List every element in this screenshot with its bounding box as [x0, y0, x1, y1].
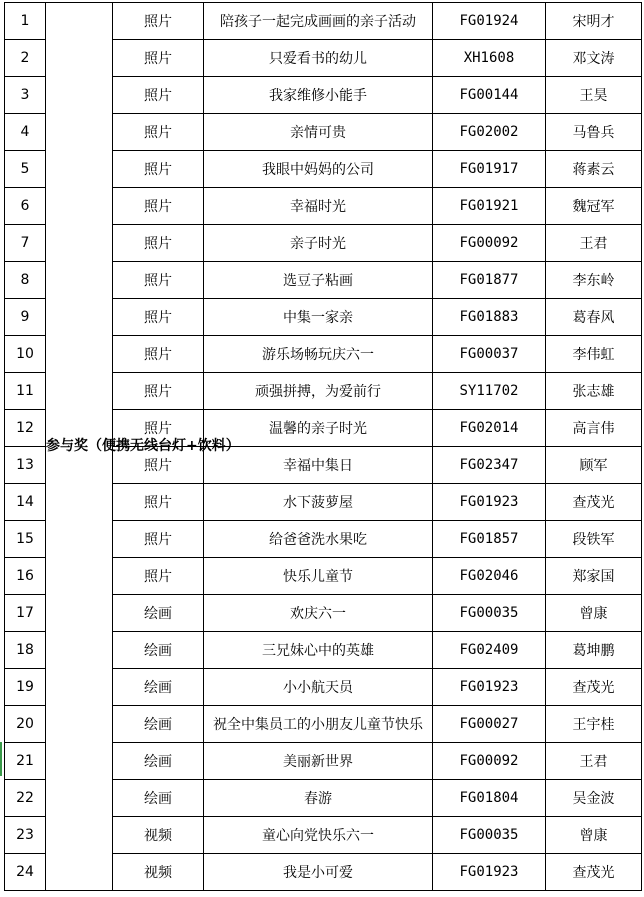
- work-title-cell: 顽强拼搏，为爱前行: [204, 373, 433, 410]
- work-title-cell: 我眼中妈妈的公司: [204, 151, 433, 188]
- work-title-cell: 小小航天员: [204, 669, 433, 706]
- work-type-cell: 照片: [113, 447, 204, 484]
- table-row: [5, 3, 642, 40]
- entry-code-cell: FG01917: [433, 151, 546, 188]
- entry-code-cell: FG00092: [433, 743, 546, 780]
- row-number-cell: 4: [5, 114, 46, 151]
- row-number-cell: 16: [5, 558, 46, 595]
- entry-code-cell: FG00035: [433, 817, 546, 854]
- row-number-cell: 12: [5, 410, 46, 447]
- row-selection-mark: [0, 742, 2, 776]
- work-type-cell: 照片: [113, 151, 204, 188]
- entry-code-cell: FG02347: [433, 447, 546, 484]
- row-number-cell: 9: [5, 299, 46, 336]
- participant-name-cell: 马鲁兵: [546, 114, 642, 151]
- entry-code-cell: FG00092: [433, 225, 546, 262]
- entry-code-cell: FG01924: [433, 3, 546, 40]
- entry-code-cell: FG02409: [433, 632, 546, 669]
- work-title-cell: 选豆子粘画: [204, 262, 433, 299]
- entry-code-cell: FG02014: [433, 410, 546, 447]
- award-group-cell: 参与奖（便携无线台灯+饮料）: [46, 3, 113, 891]
- row-number-cell: 10: [5, 336, 46, 373]
- work-title-cell: 给爸爸洗水果吃: [204, 521, 433, 558]
- participant-name-cell: 王君: [546, 743, 642, 780]
- work-title-cell: 温馨的亲子时光: [204, 410, 433, 447]
- participant-name-cell: 吴金波: [546, 780, 642, 817]
- participant-name-cell: 宋明才: [546, 3, 642, 40]
- entry-code-cell: SY11702: [433, 373, 546, 410]
- participant-name-cell: 查茂光: [546, 484, 642, 521]
- work-title-cell: 亲情可贵: [204, 114, 433, 151]
- work-type-cell: 视频: [113, 854, 204, 891]
- row-number-cell: 18: [5, 632, 46, 669]
- work-title-cell: 我是小可爱: [204, 854, 433, 891]
- work-type-cell: 照片: [113, 262, 204, 299]
- work-title-cell: 陪孩子一起完成画画的亲子活动: [204, 3, 433, 40]
- entry-code-cell: FG00027: [433, 706, 546, 743]
- entry-code-cell: FG02046: [433, 558, 546, 595]
- row-number-cell: 23: [5, 817, 46, 854]
- participant-name-cell: 郑家国: [546, 558, 642, 595]
- entry-code-cell: FG01923: [433, 669, 546, 706]
- participant-name-cell: 高言伟: [546, 410, 642, 447]
- work-type-cell: 绘画: [113, 780, 204, 817]
- entry-code-cell: FG01921: [433, 188, 546, 225]
- row-number-cell: 20: [5, 706, 46, 743]
- participant-name-cell: 王昊: [546, 77, 642, 114]
- work-type-cell: 照片: [113, 558, 204, 595]
- participant-name-cell: 曾康: [546, 595, 642, 632]
- row-number-cell: 21: [5, 743, 46, 780]
- row-number-cell: 3: [5, 77, 46, 114]
- participant-name-cell: 曾康: [546, 817, 642, 854]
- work-type-cell: 绘画: [113, 632, 204, 669]
- row-number-cell: 17: [5, 595, 46, 632]
- entry-code-cell: FG01923: [433, 854, 546, 891]
- work-type-cell: 照片: [113, 3, 204, 40]
- participant-name-cell: 查茂光: [546, 669, 642, 706]
- row-number-cell: 24: [5, 854, 46, 891]
- work-type-cell: 照片: [113, 114, 204, 151]
- work-type-cell: 照片: [113, 484, 204, 521]
- work-title-cell: 幸福中集日: [204, 447, 433, 484]
- participant-name-cell: 葛坤鹏: [546, 632, 642, 669]
- entry-code-cell: FG00035: [433, 595, 546, 632]
- row-number-cell: 13: [5, 447, 46, 484]
- work-type-cell: 照片: [113, 521, 204, 558]
- participant-name-cell: 邓文涛: [546, 40, 642, 77]
- awards-table-body: [5, 3, 642, 891]
- work-type-cell: 绘画: [113, 706, 204, 743]
- entry-code-cell: FG01857: [433, 521, 546, 558]
- work-type-cell: 照片: [113, 225, 204, 262]
- work-type-cell: 绘画: [113, 595, 204, 632]
- row-number-cell: 19: [5, 669, 46, 706]
- row-number-cell: 14: [5, 484, 46, 521]
- work-type-cell: 照片: [113, 336, 204, 373]
- entry-code-cell: FG00144: [433, 77, 546, 114]
- row-number-cell: 8: [5, 262, 46, 299]
- work-type-cell: 绘画: [113, 669, 204, 706]
- row-number-cell: 5: [5, 151, 46, 188]
- participant-name-cell: 王宇桂: [546, 706, 642, 743]
- participant-name-cell: 顾军: [546, 447, 642, 484]
- work-title-cell: 美丽新世界: [204, 743, 433, 780]
- participant-name-cell: 李伟虹: [546, 336, 642, 373]
- entry-code-cell: FG01883: [433, 299, 546, 336]
- work-title-cell: 只爱看书的幼儿: [204, 40, 433, 77]
- work-type-cell: 照片: [113, 188, 204, 225]
- row-number-cell: 6: [5, 188, 46, 225]
- participant-name-cell: 魏冠军: [546, 188, 642, 225]
- work-title-cell: 童心向党快乐六一: [204, 817, 433, 854]
- row-number-cell: 2: [5, 40, 46, 77]
- participant-name-cell: 葛春风: [546, 299, 642, 336]
- entry-code-cell: FG01877: [433, 262, 546, 299]
- work-type-cell: 照片: [113, 410, 204, 447]
- work-title-cell: 游乐场畅玩庆六一: [204, 336, 433, 373]
- work-type-cell: 视频: [113, 817, 204, 854]
- work-type-cell: 照片: [113, 40, 204, 77]
- row-number-cell: 7: [5, 225, 46, 262]
- work-type-cell: 照片: [113, 77, 204, 114]
- entry-code-cell: FG01923: [433, 484, 546, 521]
- work-title-cell: 亲子时光: [204, 225, 433, 262]
- participant-name-cell: 查茂光: [546, 854, 642, 891]
- work-title-cell: 水下菠萝屋: [204, 484, 433, 521]
- awards-table: [4, 2, 642, 891]
- work-type-cell: 照片: [113, 373, 204, 410]
- entry-code-cell: FG00037: [433, 336, 546, 373]
- row-number-cell: 11: [5, 373, 46, 410]
- work-type-cell: 绘画: [113, 743, 204, 780]
- row-number-cell: 15: [5, 521, 46, 558]
- participant-name-cell: 段铁军: [546, 521, 642, 558]
- participant-name-cell: 蒋素云: [546, 151, 642, 188]
- row-number-cell: 1: [5, 3, 46, 40]
- entry-code-cell: FG02002: [433, 114, 546, 151]
- participant-name-cell: 王君: [546, 225, 642, 262]
- work-title-cell: 快乐儿童节: [204, 558, 433, 595]
- work-title-cell: 欢庆六一: [204, 595, 433, 632]
- row-number-cell: 22: [5, 780, 46, 817]
- work-title-cell: 中集一家亲: [204, 299, 433, 336]
- participant-name-cell: 李东岭: [546, 262, 642, 299]
- entry-code-cell: XH1608: [433, 40, 546, 77]
- work-title-cell: 幸福时光: [204, 188, 433, 225]
- work-type-cell: 照片: [113, 299, 204, 336]
- work-title-cell: 祝全中集员工的小朋友儿童节快乐: [204, 706, 433, 743]
- participant-name-cell: 张志雄: [546, 373, 642, 410]
- entry-code-cell: FG01804: [433, 780, 546, 817]
- work-title-cell: 春游: [204, 780, 433, 817]
- work-title-cell: 三兄妹心中的英雄: [204, 632, 433, 669]
- work-title-cell: 我家维修小能手: [204, 77, 433, 114]
